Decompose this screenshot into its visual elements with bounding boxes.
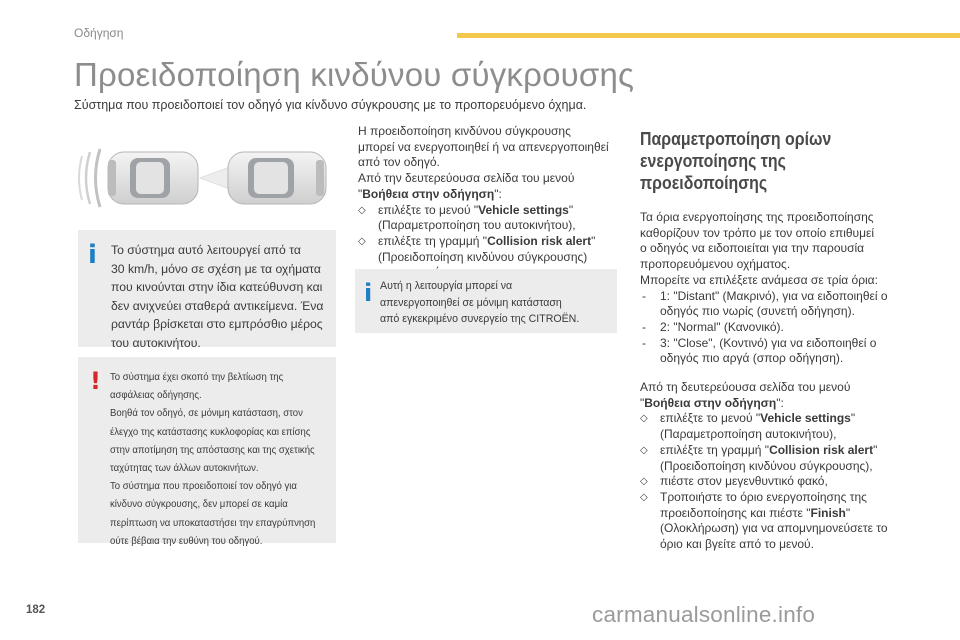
menu-option-label: Collision risk alert	[769, 442, 874, 457]
warning-line: κίνδυνο σύγκρουσης, δεν μπορεί σε καμία	[110, 499, 288, 511]
bullet-icon: ◇	[640, 476, 648, 488]
menu-option-label: Collision risk alert	[487, 233, 592, 248]
menu-path: "Βοήθεια στην οδήγηση":	[358, 186, 502, 201]
paragraph-line: μπορεί να ενεργοποιηθεί ή να απενεργοποιηθεί	[358, 139, 609, 154]
collision-illustration	[78, 140, 334, 216]
paragraph-line: καθορίζουν τον τρόπο με τον οποίο επιθυμεί	[640, 225, 875, 240]
radar-wave-lines	[79, 149, 100, 207]
info-line: 30 km/h, μόνο σε σχέση με τα οχήματα	[111, 261, 321, 276]
section-heading: Παραμετροποίηση ορίων ενεργοποίησης της προειδοποίησης	[640, 128, 832, 193]
button-label: Finish	[810, 505, 846, 520]
paragraph-line: Τα όρια ενεργοποίησης της προειδοποίησης	[640, 210, 874, 224]
warning-line: έλεγχο της κατάστασης κυκλοφορίας και επίσης	[110, 426, 311, 438]
warning-icon: !	[90, 367, 101, 395]
lead-car	[228, 152, 326, 204]
paragraph-line: ο οδηγός να ειδοποιείται για την παρουσία	[640, 241, 865, 256]
paragraph-line: από τον οδηγό.	[358, 155, 440, 170]
bullet-icon: ◇	[358, 204, 366, 216]
page-title: Προειδοποίηση κινδύνου σύγκρουσης	[74, 56, 635, 93]
menu-path: "Βοήθεια στην οδήγηση":	[640, 395, 784, 410]
dealer-note-line: από εγκεκριμένο συνεργείο της CITROËN.	[380, 313, 580, 325]
warning-line: ούτε βέβαια την ευθύνη του οδηγού.	[110, 535, 263, 547]
warning-line: Το σύστημα που προειδοποιεί τον οδηγό για	[110, 481, 297, 493]
warning-note-box	[78, 357, 336, 547]
info-line: ραντάρ βρίσκεται στο εμπρόσθιο μέρος	[111, 317, 323, 331]
info-icon: i	[88, 240, 97, 270]
section-label: Οδήγηση	[74, 26, 124, 40]
dealer-note-line: Αυτή η λειτουργία μπορεί να	[380, 280, 513, 292]
menu-name: Βοήθεια στην οδήγηση	[362, 186, 495, 201]
menu-name: Βοήθεια στην οδήγηση	[644, 395, 777, 410]
step-item: ◇ επιλέξτε τη γραμμή "Collision risk alert" (Προειδοποίηση κινδύνου σύγκρουσης)	[358, 233, 596, 264]
following-car	[108, 152, 198, 204]
step-item: ◇ Τροποιήστε το όριο ενεργοποίησης της προειδοποίησης και πιέστε "Finish" (Ολοκλήρωση) για να απομνημονεύσετε το όριο και βγείτε από το μενού.	[640, 489, 888, 552]
info-note-text	[111, 241, 329, 352]
bullet-icon: ◇	[640, 444, 648, 456]
info-line: Το σύστημα αυτό λειτουργεί από τα	[111, 243, 301, 257]
paragraph-line: Από τη δευτερεύουσα σελίδα του μενού	[640, 380, 851, 395]
step-item: ◇ επιλέξτε το μενού "Vehicle settings" (Παραμετροποίηση αυτοκινήτου),	[640, 411, 856, 442]
warning-line: Βοηθά τον οδηγό, σε μόνιμη κατάσταση, στον	[110, 408, 303, 420]
info-line: δεν ανιχνεύει σταθερά αντικείμενα. Ένα	[111, 298, 324, 313]
dealer-note-box	[355, 269, 617, 333]
paragraph-line: Η προειδοποίηση κινδύνου σύγκρουσης	[358, 124, 571, 138]
right-column	[640, 124, 922, 553]
threshold-option: - 3: "Close", (Κοντινό) για να ειδοποιηθεί ο οδηγός πιο αργά (σπορ οδήγηση).	[642, 335, 877, 366]
bullet-icon: ◇	[640, 491, 648, 503]
info-line: του αυτοκινήτου.	[111, 335, 201, 350]
warning-line: ταχύτητας των άλλων αυτοκινήτων.	[110, 463, 259, 475]
middle-column	[358, 124, 620, 281]
warning-line: ασφάλειας οδήγησης.	[110, 390, 202, 402]
menu-option-label: Vehicle settings	[478, 202, 569, 217]
bullet-icon: ◇	[640, 413, 648, 425]
paragraph-line: Μπορείτε να επιλέξετε ανάμεσα σε τρία όρια:	[640, 272, 878, 287]
paragraph-line: Από την δευτερεύουσα σελίδα του μενού	[358, 171, 575, 186]
dealer-note-line: απενεργοποιηθεί σε μόνιμη κατάσταση	[380, 296, 562, 309]
info-icon: i	[364, 279, 373, 307]
section-accent-bar	[457, 33, 960, 38]
page-number: 182	[26, 604, 46, 616]
paragraph-line: προπορευόμενου οχήματος.	[640, 257, 791, 272]
warning-line: Το σύστημα έχει σκοπό την βελτίωση της	[110, 372, 284, 383]
page-subtitle: Σύστημα που προειδοποιεί τον οδηγό για κίνδυνο σύγκρουσης με το προπορευόμενο όχημα.	[74, 98, 587, 112]
dealer-note-text	[380, 278, 616, 328]
info-note-box	[78, 230, 336, 350]
warning-note-text	[110, 369, 329, 551]
threshold-option: - 2: "Normal" (Κανονικό).	[642, 319, 784, 334]
menu-option-label: Vehicle settings	[760, 411, 851, 426]
bullet-icon: ◇	[358, 235, 366, 247]
warning-line: στην αποτίμηση της απόστασης και της σχετικής	[110, 444, 315, 456]
step-item: ◇ επιλέξτε τη γραμμή "Collision risk alert" (Προειδοποίηση κινδύνου σύγκρουσης),	[640, 442, 878, 473]
warning-line: περίπτωση να υποκαταστήσει την επαγρύπνηση	[110, 517, 316, 529]
threshold-option: - 1: "Distant" (Μακρινό), για να ειδοποιηθεί ο οδηγός πιο νωρίς (συνετή οδήγηση).	[642, 288, 888, 319]
step-item: ◇ επιλέξτε το μενού "Vehicle settings" (Παραμετροποίηση του αυτοκινήτου),	[358, 202, 576, 233]
watermark: carmanualsonline.info	[592, 602, 816, 627]
step-item: ◇ πιέστε στον μεγενθυντικό φακό,	[640, 474, 828, 489]
info-line: που κινούνται στην ίδια κατεύθυνση και	[111, 280, 323, 294]
